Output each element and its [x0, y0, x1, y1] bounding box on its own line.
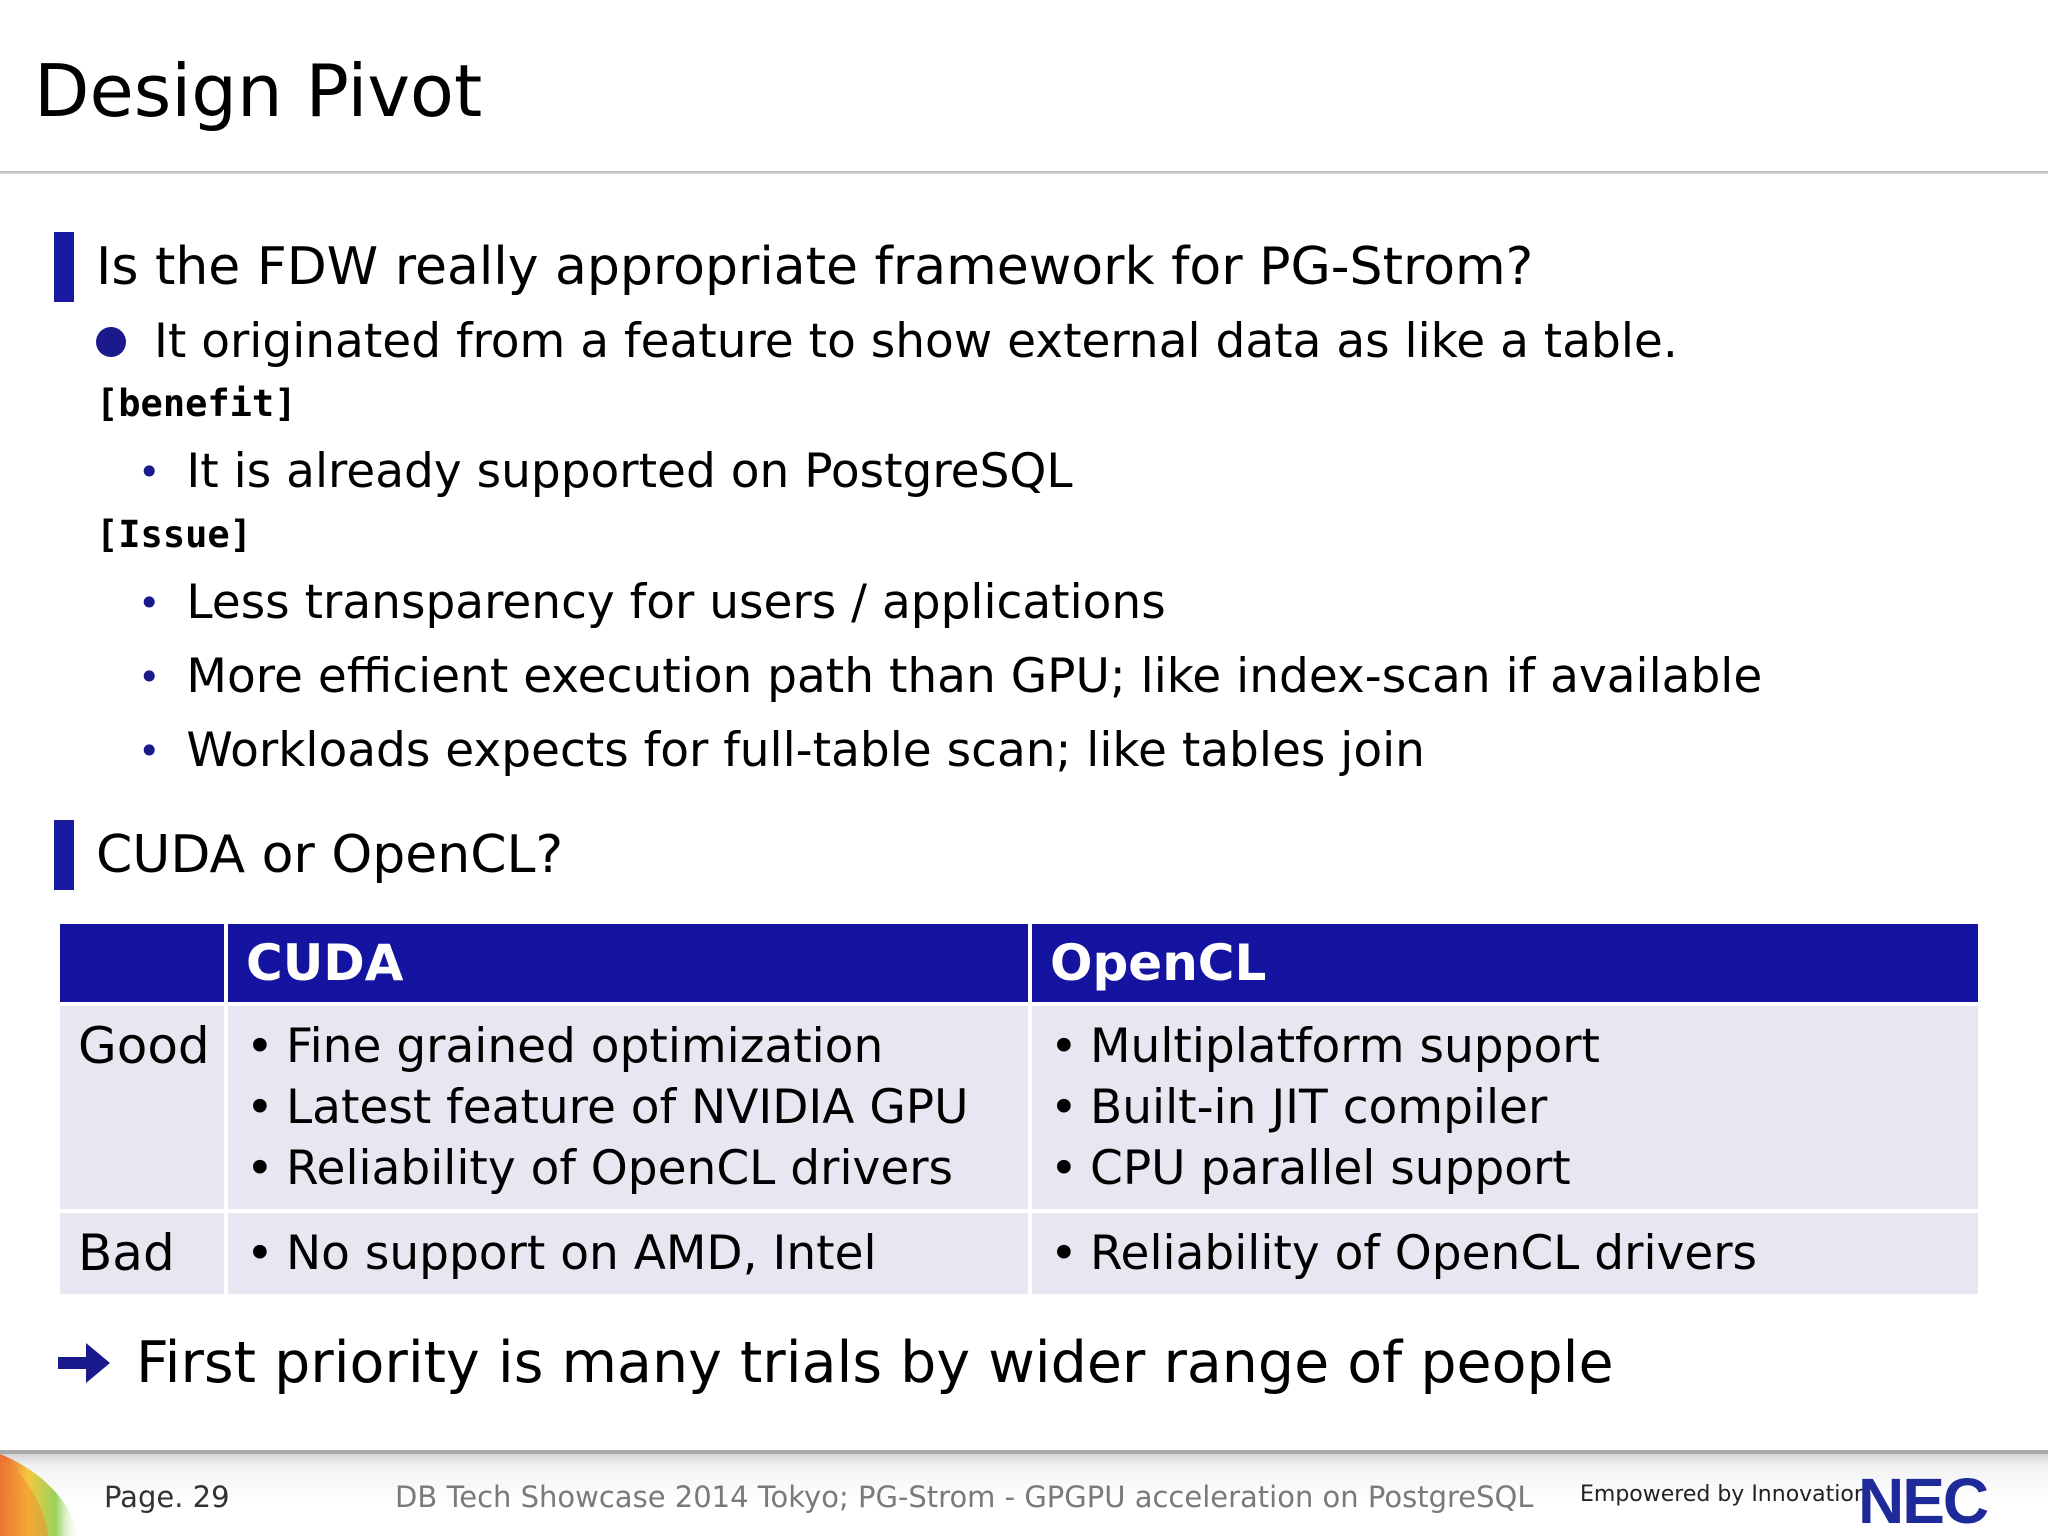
- conclusion-text: First priority is many trials by wider range of people: [136, 1330, 1614, 1396]
- table-header-row: [60, 924, 1978, 1002]
- bullet-icon: •: [138, 580, 161, 625]
- slide-title: Design Pivot: [34, 49, 483, 133]
- issue-item-text: More efficient execution path than GPU; like index-scan if available: [186, 649, 1763, 704]
- issue-item-text: Less transparency for users / applications: [186, 575, 1166, 630]
- bullet-icon: •: [1050, 1141, 1078, 1196]
- list-item: [246, 1223, 1010, 1284]
- cell-good-opencl: [1032, 1006, 1978, 1209]
- bullet-icon: •: [246, 1226, 274, 1281]
- section-heading-cuda-opencl: [54, 820, 563, 890]
- footer-event-text: DB Tech Showcase 2014 Tokyo; PG-Strom - GPGPU acceleration on PostgreSQL: [395, 1480, 1534, 1514]
- table-row-bad: [60, 1213, 1978, 1294]
- section-marker-icon: [54, 820, 74, 890]
- list-item: [246, 1016, 1010, 1077]
- bullet-icon: •: [1050, 1080, 1078, 1135]
- slide-footer: [0, 1450, 2048, 1536]
- bullet-icon: •: [1050, 1226, 1078, 1281]
- cell-bad-cuda: [228, 1213, 1028, 1294]
- cell-bad-opencl: [1032, 1213, 1978, 1294]
- issue-item: [138, 723, 1425, 778]
- section-heading-fdw: [54, 232, 1533, 302]
- bullet-icon: •: [138, 654, 161, 699]
- bullet-icon: [96, 327, 126, 357]
- issue-item-text: Workloads expects for full-table scan; like tables join: [186, 723, 1425, 778]
- right-arrow-icon: [56, 1339, 112, 1387]
- bullet-icon: •: [246, 1141, 274, 1196]
- title-divider: [0, 171, 2048, 174]
- benefit-tag: [benefit]: [96, 382, 297, 425]
- list-item-text: Reliability of OpenCL drivers: [286, 1141, 954, 1196]
- list-item: [1050, 1016, 1960, 1077]
- list-item: [246, 1138, 1010, 1199]
- comparison-table: [56, 920, 1982, 1298]
- issue-item: [138, 575, 1166, 630]
- table-header-corner: [60, 924, 224, 1002]
- issue-item: [138, 649, 1762, 704]
- footer-divider: [0, 1450, 2048, 1454]
- section-heading-text: CUDA or OpenCL?: [96, 825, 564, 885]
- conclusion: [56, 1330, 1614, 1396]
- list-item-text: CPU parallel support: [1090, 1141, 1571, 1196]
- list-item-text: Reliability of OpenCL drivers: [1090, 1226, 1758, 1281]
- table-row-good: [60, 1006, 1978, 1209]
- bullet-icon: •: [1050, 1019, 1078, 1074]
- nec-logo: NEC: [1858, 1465, 1988, 1537]
- company-tagline: Empowered by Innovation: [1580, 1482, 1868, 1507]
- list-item-text: Latest feature of NVIDIA GPU: [286, 1080, 969, 1135]
- main-point-text: It originated from a feature to show external data as like a table.: [154, 314, 1678, 369]
- list-item-text: Fine grained optimization: [286, 1019, 884, 1074]
- issue-tag: [Issue]: [96, 513, 252, 556]
- table-header-opencl: OpenCL: [1032, 924, 1978, 1002]
- page-number: Page. 29: [104, 1480, 230, 1514]
- section-marker-icon: [54, 232, 74, 302]
- list-item: [1050, 1223, 1960, 1284]
- list-item-text: No support on AMD, Intel: [286, 1226, 877, 1281]
- list-item-text: Multiplatform support: [1090, 1019, 1600, 1074]
- benefit-item-text: It is already supported on PostgreSQL: [186, 444, 1073, 499]
- benefit-item: [138, 444, 1073, 499]
- row-label-bad: Bad: [60, 1213, 224, 1294]
- list-item: [246, 1077, 1010, 1138]
- bullet-icon: •: [138, 449, 161, 494]
- table-header-cuda: CUDA: [228, 924, 1028, 1002]
- main-point: [96, 314, 1678, 369]
- bullet-icon: •: [246, 1080, 274, 1135]
- row-label-good: Good: [60, 1006, 224, 1209]
- bullet-icon: •: [138, 728, 161, 773]
- list-item-text: Built-in JIT compiler: [1090, 1080, 1548, 1135]
- section-heading-text: Is the FDW really appropriate framework for PG-Strom?: [96, 237, 1534, 297]
- cell-good-cuda: [228, 1006, 1028, 1209]
- bullet-icon: •: [246, 1019, 274, 1074]
- list-item: [1050, 1138, 1960, 1199]
- list-item: [1050, 1077, 1960, 1138]
